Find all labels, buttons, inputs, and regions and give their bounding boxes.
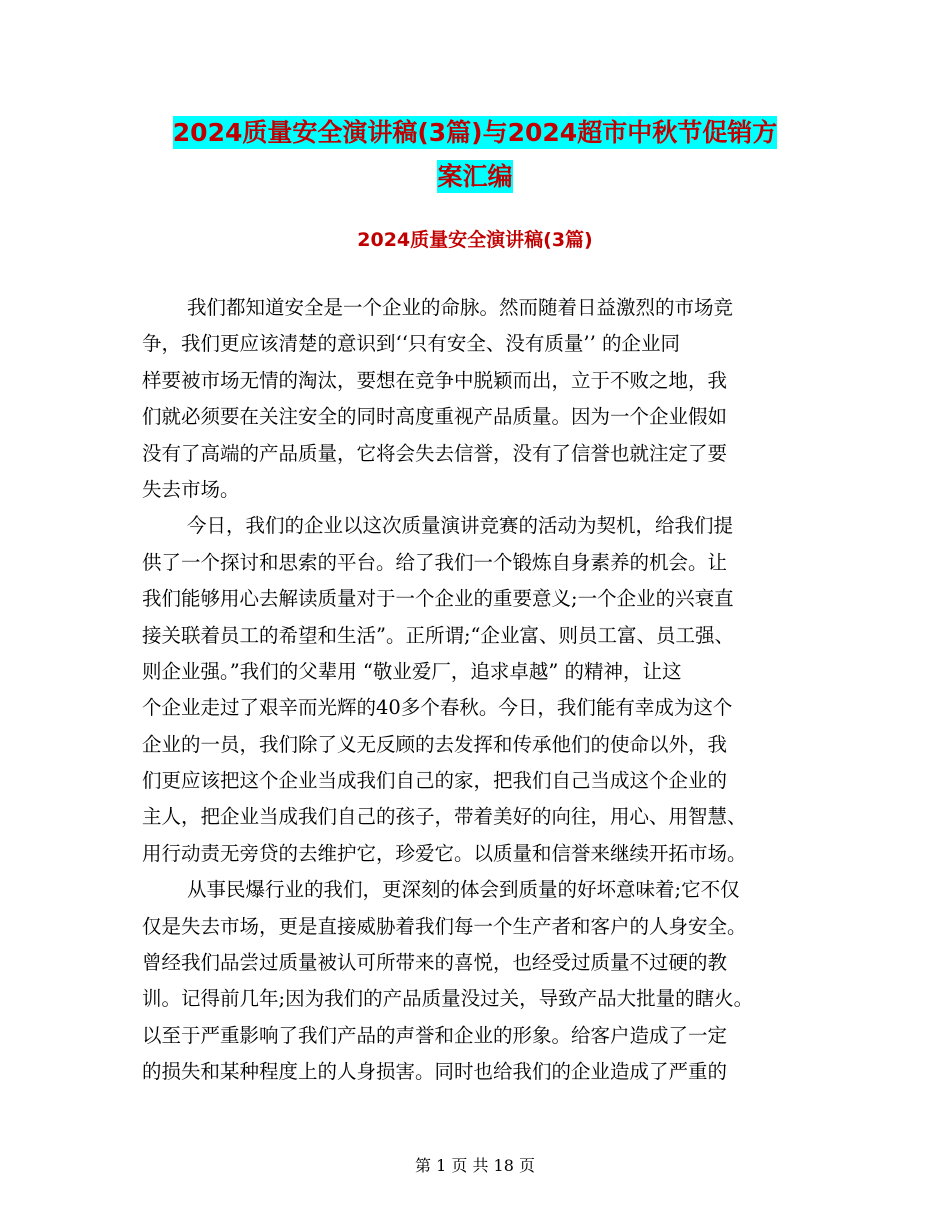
text-line: 训。记得前几年;因为我们的产品质量没过关，导致产品大批量的瞎火。	[142, 987, 754, 1011]
text-line: 我们能够用心去解读质量对于一个企业的重要意义;一个企业的兴衰直	[142, 587, 734, 611]
text-line: 样要被市场无情的淘汰，要想在竞争中脱颖而出，立于不败之地，我	[142, 368, 728, 392]
text-line: 主人，把企业当成我们自己的孩子，带着美好的向往，用心、用智慧、	[142, 805, 747, 829]
text-line: 用行动责无旁贷的去维护它，珍爱它。以质量和信誉来继续开拓市场。	[142, 841, 747, 865]
text-line: 曾经我们品尝过质量被认可所带来的喜悦，也经受过质量不过硬的教	[142, 951, 728, 975]
text-line: 仅是失去市场，更是直接威胁着我们每一个生产者和客户的人身安全。	[142, 914, 747, 938]
text-line: 失去市场。	[142, 477, 240, 501]
text-line: 没有了高端的产品质量，它将会失去信誉，没有了信誉也就注定了要	[142, 441, 728, 465]
text-line: 我们都知道安全是一个企业的命脉。然而随着日益激烈的市场竞	[187, 296, 734, 319]
text-line: 从事民爆行业的我们，更深刻的体会到质量的好坏意味着;它不仅	[187, 878, 740, 902]
text-line: 们更应该把这个企业当成我们自己的家，把我们自己当成这个企业的	[142, 769, 728, 793]
text-line: 则企业强。”我们的父辈用 “敬业爱厂，追求卓越” 的精神，让这	[142, 659, 682, 683]
text-line: 争，我们更应该清楚的意识到‘‘只有安全、没有质量’’ 的企业同	[142, 332, 680, 356]
text-line: 接关联着员工的希望和生活”。正所谓;“企业富、则员工富、员工强、	[142, 623, 735, 647]
text-line: 的损失和某种程度上的人身损害。同时也给我们的企业造成了严重的	[142, 1060, 728, 1084]
text-line: 企业的一员，我们除了义无反顾的去发挥和传承他们的使命以外，我	[142, 732, 728, 756]
document-title-line-1: 2024质量安全演讲稿(3篇)与2024超市中秋节促销方	[172, 118, 778, 147]
text-line: 们就必须要在关注安全的同时高度重视产品质量。因为一个企业假如	[142, 405, 728, 429]
section-title: 2024质量安全演讲稿(3篇)	[357, 229, 593, 251]
text-line: 以至于严重影响了我们产品的声誉和企业的形象。给客户造成了一定	[142, 1023, 728, 1047]
body-text	[142, 290, 822, 1091]
text-line: 个企业走过了艰辛而光辉的40多个春秋。今日，我们能有幸成为这个	[142, 696, 733, 720]
text-line: 今日，我们的企业以这次质量演讲竞赛的活动为契机，给我们提	[187, 514, 734, 538]
text-line: 供了一个探讨和思索的平台。给了我们一个锻炼自身素养的机会。让	[142, 550, 728, 574]
document-title-line-2: 案汇编	[437, 162, 513, 191]
page-footer: 第 1 页 共 18 页	[415, 1156, 535, 1175]
